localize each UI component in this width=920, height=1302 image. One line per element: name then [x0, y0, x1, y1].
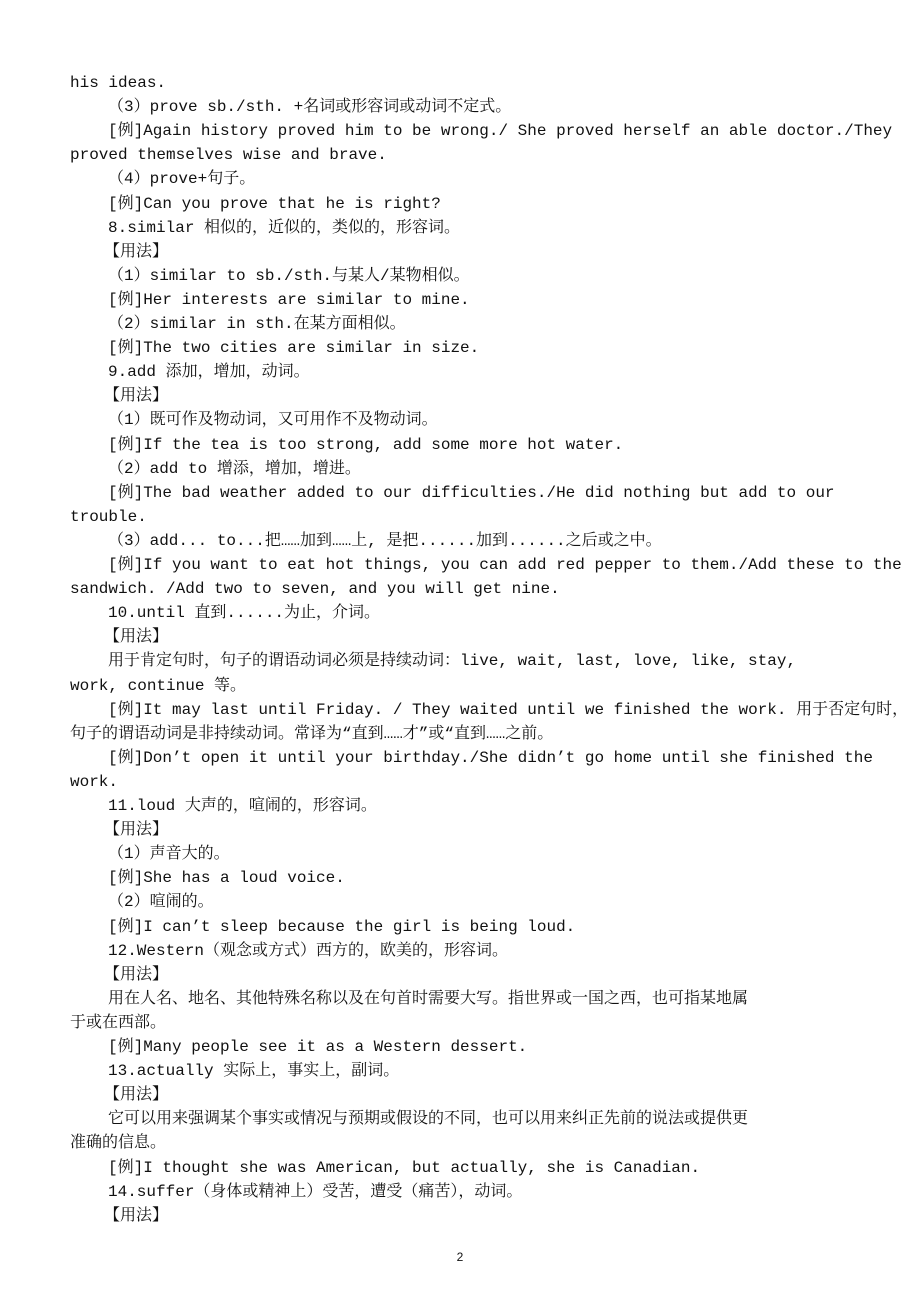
page-number: 2: [456, 1250, 464, 1264]
text-line: 9.add 添加，增加，动词。: [108, 363, 310, 382]
text-line: 【用法】: [104, 1086, 169, 1105]
text-line: sandwich. /Add two to seven, and you will get nine.: [70, 580, 560, 599]
text-line: （1）similar to sb./sth.与某人/某物相似。: [108, 266, 470, 285]
text-line: 准确的信息。: [70, 1134, 167, 1153]
text-line: [例]Many people see it as a Western dessert.: [108, 1038, 528, 1056]
text-line: 8.similar 相似的，近似的，类似的，形容词。: [108, 218, 461, 237]
text-line: 【用法】: [104, 1206, 169, 1225]
text-line: [例]Don’t open it until your birthday./She didn’t go home until she finished the: [108, 748, 873, 767]
text-line: （4）prove+句子。: [108, 170, 256, 189]
text-line: （2）喧闹的。: [108, 893, 214, 912]
text-line: 10.until 直到......为止，介词。: [108, 604, 381, 623]
text-line: （1）既可作及物动词，又可用作不及物动词。: [108, 411, 438, 430]
text-line: （1）声音大的。: [108, 845, 230, 864]
text-line: 句子的谓语动词是非持续动词。常译为“直到……才”或“直到……之前。: [70, 724, 554, 743]
text-line: [例]If you want to eat hot things, you can add red pepper to them./Add these to the: [108, 556, 902, 574]
text-line: [例]Can you prove that he is right?: [108, 194, 441, 213]
text-line: 它可以用来强调某个事实或情况与预期或假设的不同，也可以用来纠正先前的说法或提供更: [108, 1110, 749, 1129]
text-line: [例]She has a loud voice.: [108, 869, 345, 888]
text-line: [例]It may last until Friday. / They waited until we finished the work. 用于否定句时，: [108, 700, 909, 719]
text-line: [例]The two cities are similar in size.: [108, 339, 480, 358]
text-line: [例]If the tea is too strong, add some more hot water.: [108, 435, 624, 454]
text-line: 【用法】: [104, 242, 169, 261]
text-line: 【用法】: [104, 965, 169, 984]
text-line: （3）add... to...把……加到……上, 是把......加到......之后或之中。: [108, 531, 662, 550]
text-line: 13.actually 实际上，事实上，副词。: [108, 1062, 400, 1081]
text-line: trouble.: [70, 507, 147, 526]
text-line: work, continue 等。: [70, 676, 247, 695]
text-line: 【用法】: [104, 628, 169, 647]
text-line: [例]The bad weather added to our difficulties./He did nothing but add to our: [108, 483, 835, 502]
text-line: 用于肯定句时，句子的谓语动词必须是持续动词：live, wait, last, love, like, stay,: [108, 652, 797, 671]
text-line: 【用法】: [104, 387, 169, 406]
text-line: 11.loud 大声的，喧闹的，形容词。: [108, 797, 377, 815]
text-line: 用在人名、地名、其他特殊名称以及在句首时需要大写。指世界或一国之西，也可指某地属: [108, 989, 749, 1008]
text-line: [例]Her interests are similar to mine.: [108, 290, 470, 309]
text-line: （2）add to 增添，增加，增进。: [108, 459, 361, 478]
text-line: [例]I can’t sleep because the girl is being loud.: [108, 917, 576, 936]
text-line: （3）prove sb./sth. +名词或形容词或动词不定式。: [108, 98, 512, 117]
text-line: his ideas.: [70, 74, 167, 92]
text-line: 12.Western（观念或方式）西方的，欧美的，形容词。: [108, 941, 509, 960]
text-line: （2）similar in sth.在某方面相似。: [108, 315, 406, 333]
text-line: 【用法】: [104, 821, 169, 840]
text-line: 14.suffer（身体或精神上）受苦，遭受（痛苦），动词。: [108, 1182, 523, 1201]
text-line: work.: [70, 772, 119, 791]
text-line: 于或在西部。: [70, 1013, 167, 1032]
text-line: [例]Again history proved him to be wrong./ She proved herself an able doctor./They: [108, 122, 893, 141]
text-line: proved themselves wise and brave.: [70, 146, 387, 165]
text-line: [例]I thought she was American, but actually, she is Canadian.: [108, 1158, 701, 1177]
